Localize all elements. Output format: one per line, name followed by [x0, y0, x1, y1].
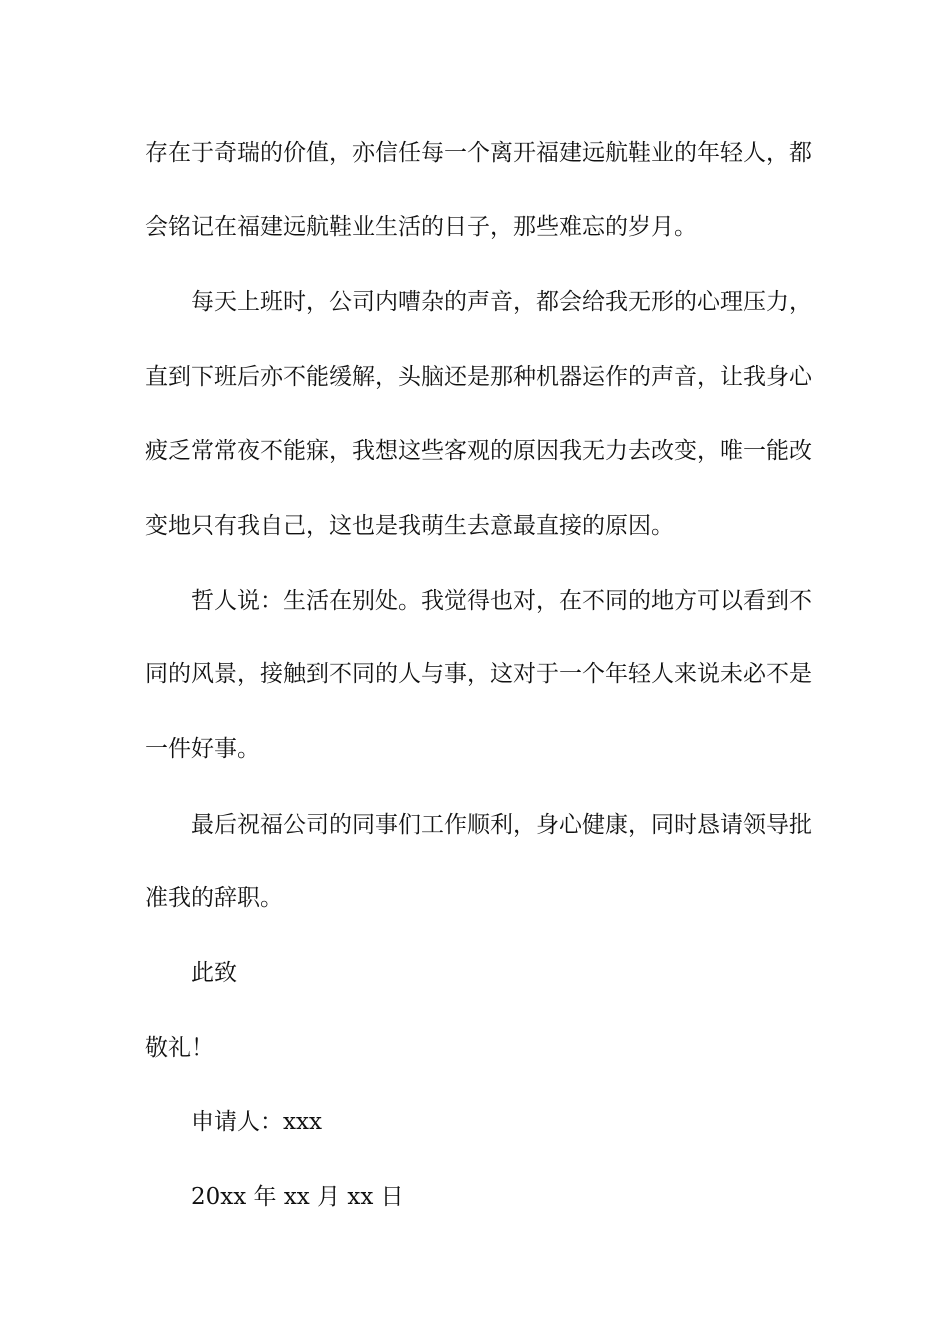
text-line: 哲人说：生活在别处。我觉得也对，在不同的地方可以看到不: [191, 588, 812, 614]
salutation-text: 敬礼！: [145, 1035, 214, 1061]
text-line: 存在于奇瑞的价值，亦信任每一个离开福建远航鞋业的年轻人，都: [145, 140, 812, 166]
text-line: 最后祝福公司的同事们工作顺利，身心健康，同时恳请领导批: [191, 812, 812, 838]
text-line: 直到下班后亦不能缓解，头脑还是那种机器运作的声音，让我身心: [145, 364, 812, 390]
text-line: 一件好事。: [145, 736, 260, 762]
text-line: 每天上班时，公司内嘈杂的声音，都会给我无形的心理压力，: [191, 289, 812, 315]
closing-text: 此致: [191, 960, 237, 986]
text-line: 准我的辞职。: [145, 885, 283, 911]
text-line: 同的风景，接触到不同的人与事，这对于一个年轻人来说未必不是: [145, 661, 812, 687]
text-line: 疲乏常常夜不能寐，我想这些客观的原因我无力去改变，唯一能改: [145, 438, 812, 464]
date-line: 20xx 年 xx 月 xx 日: [191, 1184, 404, 1210]
applicant-line: 申请人：xxx: [191, 1109, 322, 1135]
text-line: 会铭记在福建远航鞋业生活的日子，那些难忘的岁月。: [145, 214, 697, 240]
text-line: 变地只有我自己，这也是我萌生去意最直接的原因。: [145, 513, 674, 539]
